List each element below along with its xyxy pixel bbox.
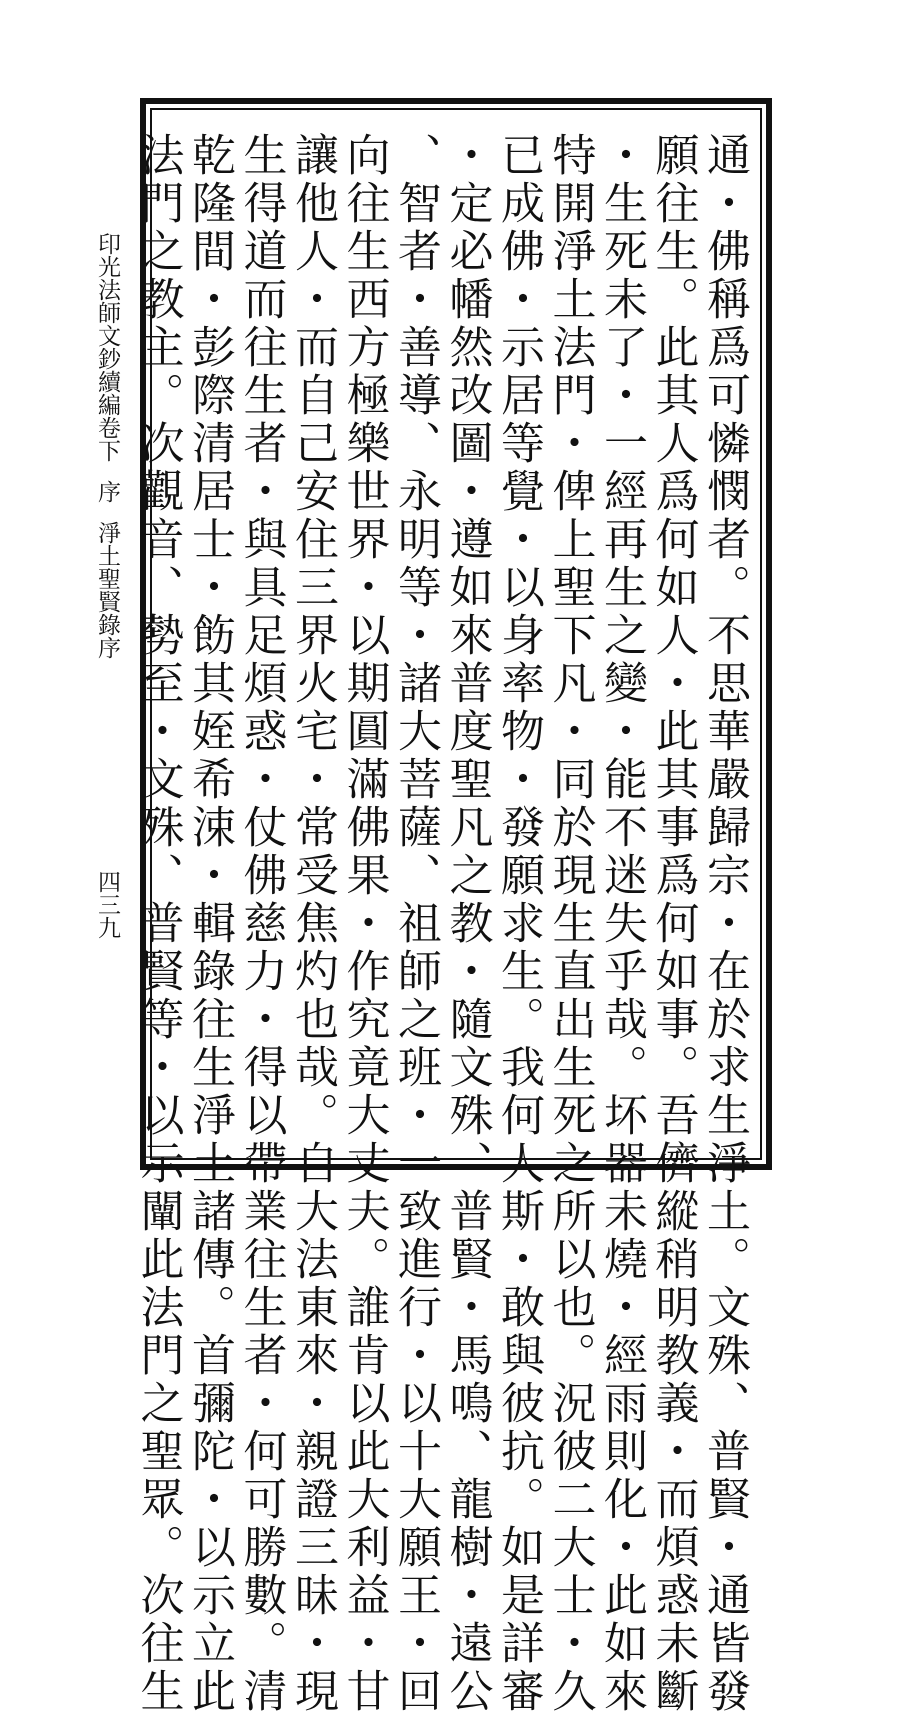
text-column-3: ・生死未了・一經再生之變・能不迷失乎哉。坏器未燒・經雨則化・此如來: [596, 132, 647, 1716]
text-column-9: 讓他人・而自己安住三界火宅・常受焦灼也哉。自大法東來・親證三昧・現: [287, 132, 338, 1716]
text-column-11: 乾隆間・彭際清居士・飭其姪希涑・輯錄往生淨土諸傳。首彌陀・以示立此: [184, 132, 235, 1716]
chapter-title: 淨土聖賢錄序: [94, 521, 120, 659]
text-column-12: 法門之教主。次觀音、勢至・文殊、普賢等・以示闡此法門之聖眾。次往生: [132, 132, 184, 1716]
text-column-1: 通・佛稱爲可憐憫者。不思華嚴歸宗・在於求生淨土。文殊、普賢・通皆發: [699, 132, 750, 1716]
section-label: 序: [94, 480, 120, 503]
text-column-2: 願往生。此其人爲何如人・此其事爲何如事。吾儕縱稍明教義・而煩惑未斷: [647, 132, 699, 1716]
book-title: 印光法師文鈔續編卷下: [94, 232, 120, 462]
text-column-4: 特開淨土法門・俾上聖下凡・同於現生直出生死之所以也。況彼二大士・久: [544, 132, 596, 1716]
text-column-8: 向往生西方極樂世界・以期圓滿佛果・作究竟大丈夫。誰肯以此大利益・甘: [338, 132, 390, 1716]
text-column-5: 已成佛・示居等覺・以身率物・發願求生。我何人斯・敢與彼抗。如是詳審: [493, 132, 544, 1716]
main-text-body: [132, 132, 750, 1716]
text-column-10: 生得道而往生者・與具足煩惑・仗佛慈力・得以帶業往生者・何可勝數。清: [235, 132, 287, 1716]
page-number: 四三九: [94, 870, 120, 939]
text-column-7: 、智者・善導、永明等・諸大菩薩、祖師之班・一致進行・以十大願王・回: [390, 132, 441, 1716]
running-header: [90, 232, 124, 659]
text-column-6: ・定必幡然改圖・遵如來普度聖凡之教・隨文殊、普賢・馬鳴、龍樹・遠公: [441, 132, 493, 1716]
